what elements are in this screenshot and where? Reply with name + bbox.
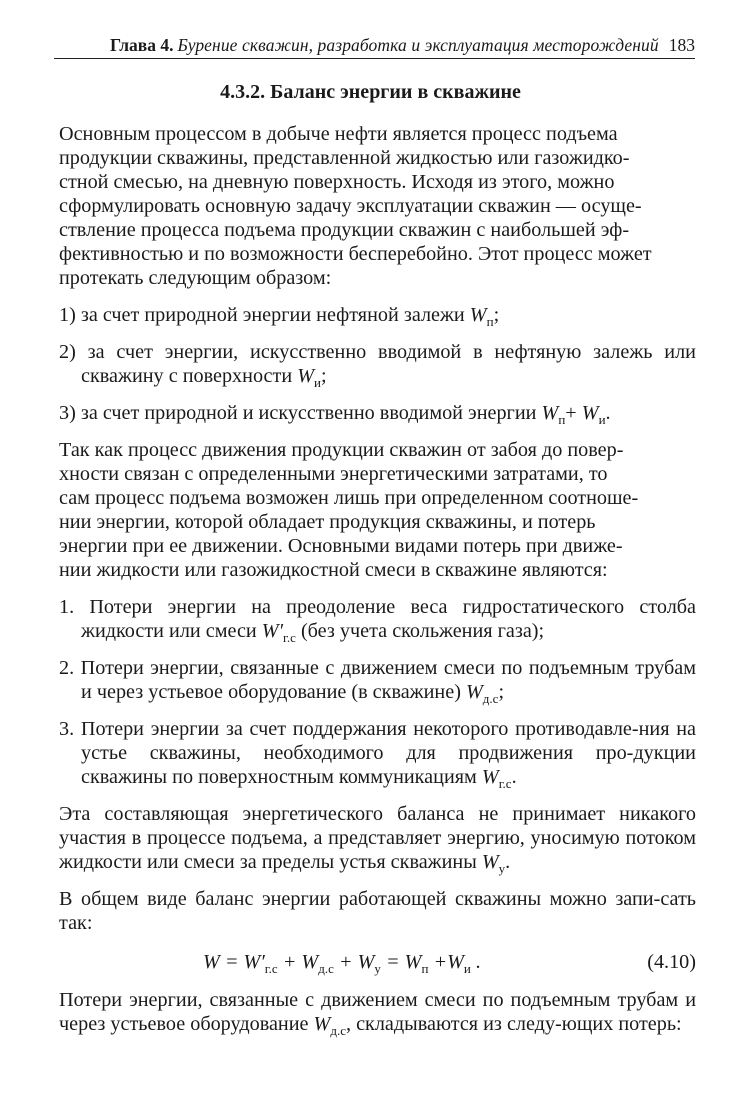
component-paragraph: Эта составляющая энергетического баланса не принимает никакого участия в процессе подъема, а представляет энергию, уносимую потоком жидкости или смеси за пределы устья скважины $W_у$.	[59, 803, 696, 876]
formula-number: (4.10)	[647, 951, 696, 973]
intro-paragraph	[59, 122, 696, 290]
formula-expression: $W = W'_{г.с} + W_{д.с} + W_у = W_п +W_и$ .	[203, 951, 481, 976]
page-body	[59, 122, 696, 1049]
text-line: ствление процесса подъема продукции скважин с наибольшей эф-	[59, 219, 630, 241]
text-line: хности связан с определенными энергетическими затратами, то	[59, 463, 608, 485]
text-line: сам процесс подъема возможен лишь при определенном соотноше-	[59, 487, 639, 509]
losses-list	[59, 595, 696, 789]
energy-source-item: 2) за счет энергии, искусственно вводимой в нефтяную залежь или скважину с поверхности $W_и$;	[59, 341, 696, 390]
formula-4-10	[59, 948, 696, 978]
text-line: сформулировать основную задачу эксплуатации скважин — осуще-	[59, 195, 642, 217]
running-header	[54, 34, 695, 59]
final-paragraph: Потери энергии, связанные с движением смеси по подъемным трубам и через устьевое оборудование $W_{д.с}$, складываются из следу-ющих потерь:	[59, 989, 696, 1038]
text-line: нии жидкости или газожидкостной смеси в скважине являются:	[59, 559, 608, 581]
page-number: 183	[668, 35, 695, 55]
text-line: фективностью и по возможности бесперебойно. Этот процесс может	[59, 243, 652, 265]
loss-item: 2. Потери энергии, связанные с движением смеси по подъемным трубам и через устьевое оборудование (в скважине) $W_{д.с}$;	[59, 657, 696, 706]
energy-sources-list	[59, 303, 696, 425]
chapter-label: Глава 4.	[110, 35, 174, 55]
text-line: Так как процесс движения продукции скважин от забоя до повер-	[59, 439, 624, 461]
energy-source-item: 1) за счет природной энергии нефтяной залежи $W_п$;	[59, 304, 500, 329]
general-paragraph: В общем виде баланс энергии работающей скважины можно запи-сать так:	[59, 888, 696, 934]
transition-paragraph	[59, 438, 696, 582]
text-line: стной смесью, на дневную поверхность. Исходя из этого, можно	[59, 171, 615, 193]
loss-item: 3. Потери энергии за счет поддержания некоторого противодавле-ния на устье скважины, необходимого для продвижения про-дукции скважины по поверхностным коммуникациям $W_{г.с}$.	[59, 718, 696, 791]
energy-source-item: 3) за счет природной и искусственно вводимой энергии $W_п+ W_и$.	[59, 402, 611, 427]
text-line: нии энергии, которой обладает продукция скважины, и потерь	[59, 511, 596, 533]
text-line: протекать следующим образом:	[59, 267, 332, 289]
section-title: 4.3.2. Баланс энергии в скважине	[220, 81, 521, 103]
chapter-subject: Бурение скважин, разработка и эксплуатация месторождений	[177, 35, 659, 55]
text-line: Основным процессом в добыче нефти является процесс подъема	[59, 123, 618, 145]
text-line: продукции скважины, представленной жидкостью или газожидко-	[59, 147, 630, 169]
text-line: энергии при ее движении. Основными видами потерь при движе-	[59, 535, 623, 557]
loss-item: 1. Потери энергии на преодоление веса гидростатического столба жидкости или смеси $W'_{г.с}$ (без учета скольжения газа);	[59, 596, 696, 645]
